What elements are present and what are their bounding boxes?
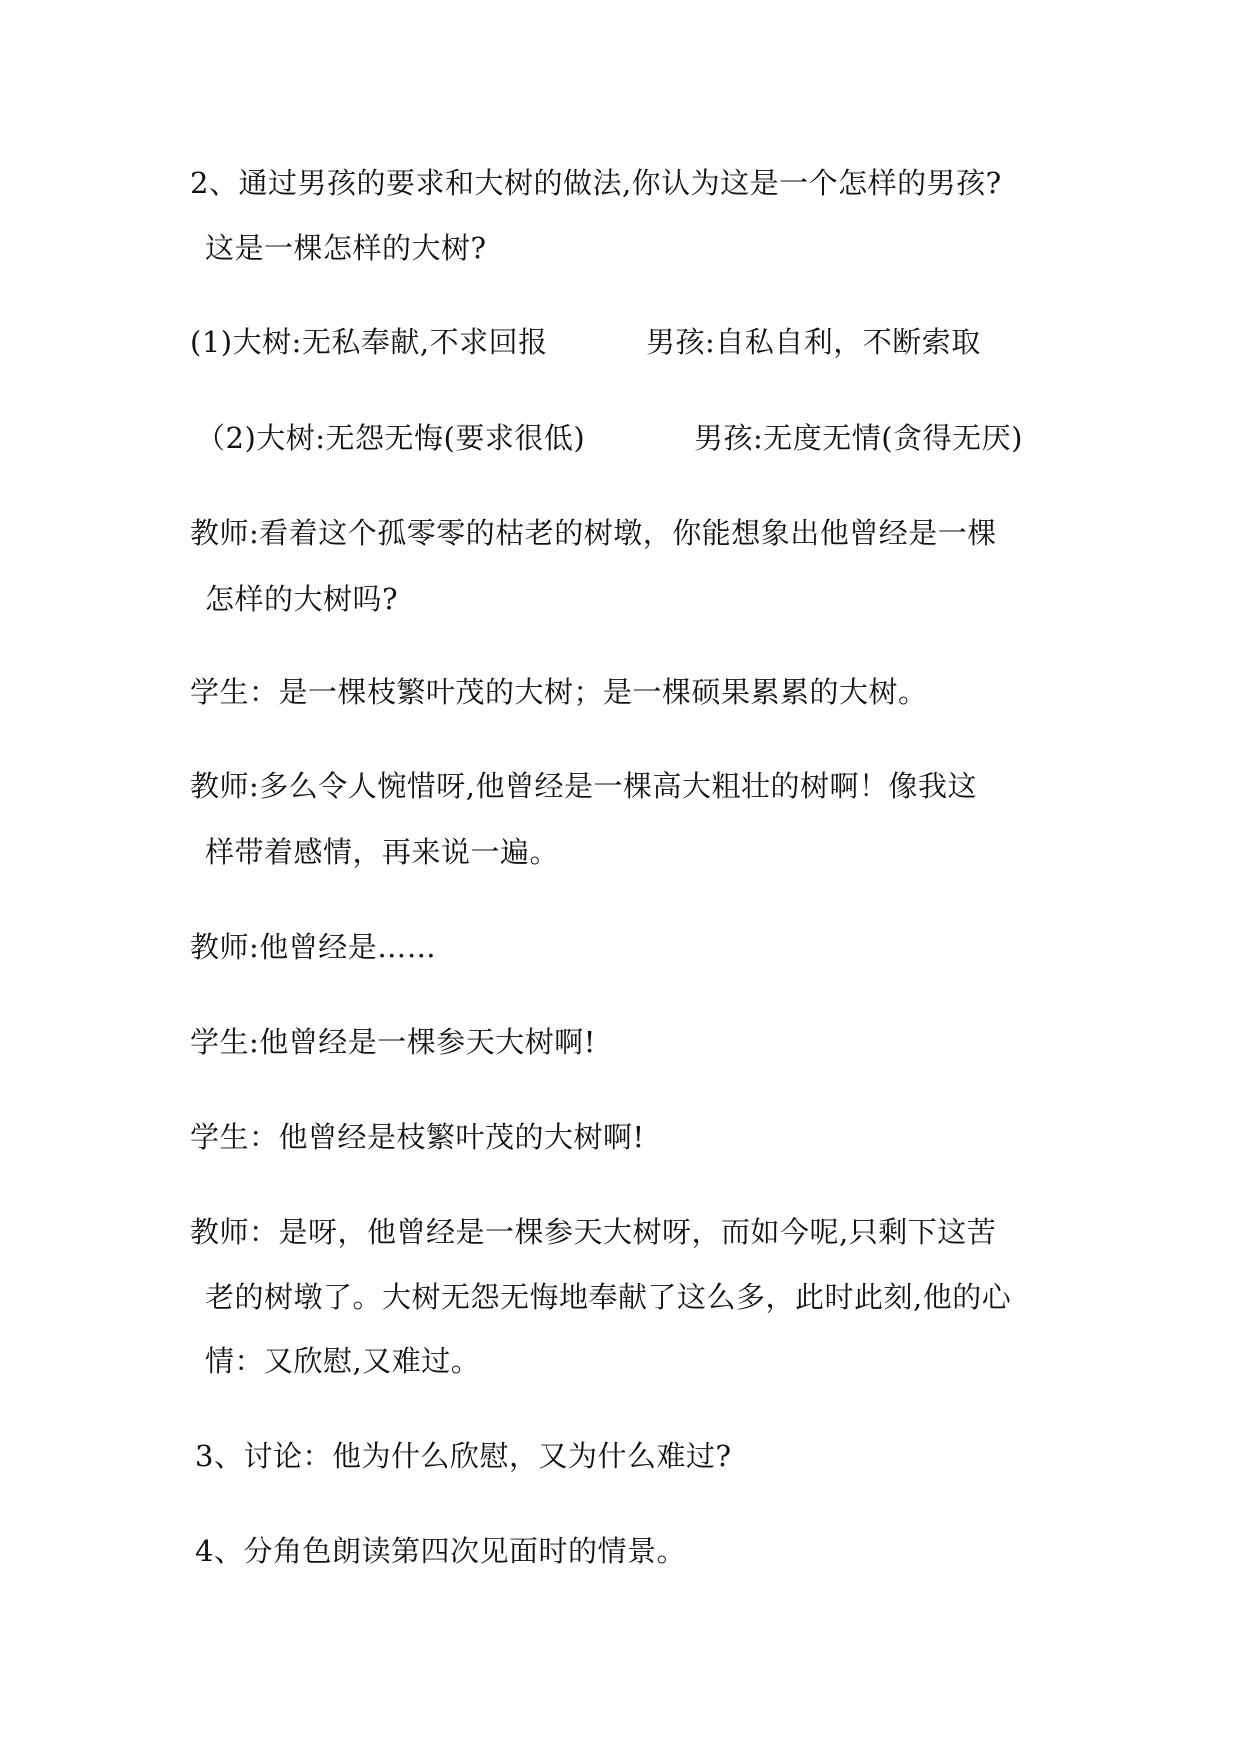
question-2-line-1: 2、通过男孩的要求和大树的做法,你认为这是一个怎样的男孩? (190, 166, 1002, 200)
question-2-line-2: 这是一棵怎样的大树? (205, 231, 487, 265)
teacher-line-3: 教师:他曾经是…… (190, 930, 437, 964)
teacher-line-1: 教师:看着这个孤零零的枯老的树墩，你能想象出他曾经是一棵 (190, 516, 997, 550)
question-4: 4、分角色朗读第四次见面时的情景。 (195, 1534, 686, 1568)
teacher-line-2: 教师:多么令人惋惜呀,他曾经是一棵高大粗壮的树啊！像我这 (190, 769, 977, 803)
teacher-line-4-cont-2: 情：又欣慰,又难过。 (205, 1344, 481, 1378)
answer-1-boy: 男孩:自私自利，不断索取 (646, 325, 981, 359)
student-line-2: 学生:他曾经是一棵参天大树啊! (190, 1025, 596, 1059)
student-line-1: 学生：是一棵枝繁叶茂的大树；是一棵硕果累累的大树。 (190, 675, 928, 709)
teacher-line-4: 教师：是呀，他曾经是一棵参天大树呀，而如今呢,只剩下这苦 (190, 1215, 997, 1249)
student-line-3: 学生：他曾经是枝繁叶茂的大树啊! (190, 1120, 645, 1154)
answer-1-tree: (1)大树:无私奉献,不求回报 (190, 325, 548, 359)
teacher-line-2-cont: 样带着感情，再来说一遍。 (205, 835, 560, 869)
question-3: 3、讨论：他为什么欣慰，又为什么难过? (195, 1439, 732, 1473)
answer-2-tree: （2)大树:无怨无悔(要求很低) (196, 421, 586, 455)
teacher-line-4-cont-1: 老的树墩了。大树无怨无悔地奉献了这么多，此时此刻,他的心 (205, 1280, 1012, 1314)
teacher-line-1-cont: 怎样的大树吗? (205, 582, 399, 616)
answer-2-boy: 男孩:无度无情(贪得无厌) (694, 421, 1023, 455)
